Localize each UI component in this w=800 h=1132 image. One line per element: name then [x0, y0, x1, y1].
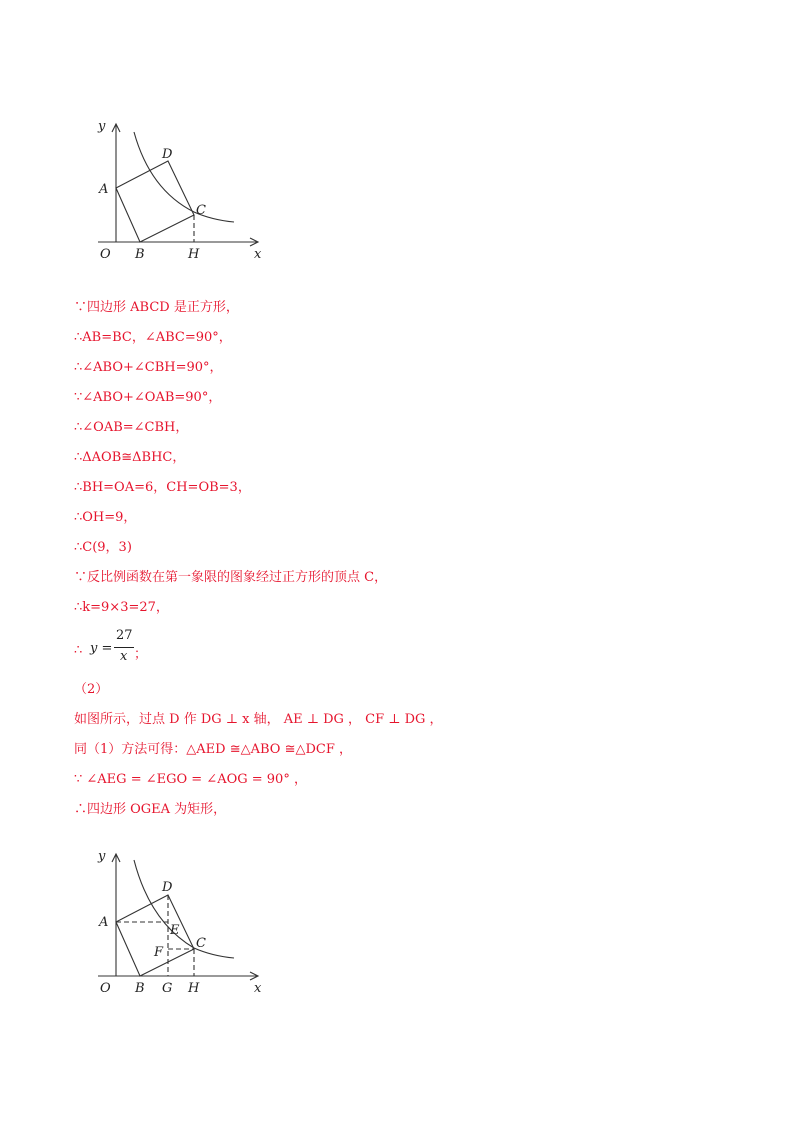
- label-b: B: [135, 981, 145, 996]
- hyperbola-curve: [134, 132, 234, 222]
- part2-line: 如图所示，过点 D 作 DG ⊥ x 轴， AE ⊥ DG ， CF ⊥ DG ，: [74, 712, 443, 727]
- part2-line: ∵ ∠AEG = ∠EGO = ∠AOG = 90° ，: [74, 772, 307, 787]
- solution-line: ∵四边形 ABCD 是正方形，: [74, 300, 239, 315]
- label-h: H: [188, 247, 200, 262]
- figure-1-svg: [90, 112, 290, 272]
- formula-lead: ∴: [74, 643, 83, 658]
- label-y: y: [98, 119, 106, 134]
- solution-line: ∴BH=OA=6，CH=OB=3，: [74, 480, 251, 495]
- figure-square-rectangle: [90, 842, 290, 1002]
- solution-line: ∴C(9，3): [74, 540, 132, 555]
- part2-line: （2）: [74, 682, 109, 697]
- solution-line: ∴OH=9，: [74, 510, 137, 525]
- square-abcd: [116, 895, 194, 976]
- label-x: x: [254, 247, 262, 262]
- label-f: F: [154, 945, 164, 960]
- label-c: C: [196, 203, 206, 218]
- solution-line: ∵∠ABO+∠OAB=90°，: [74, 390, 222, 405]
- label-y: y: [98, 849, 106, 864]
- formula-denominator: x: [120, 649, 128, 664]
- solution-line: ∴∠ABO+∠CBH=90°，: [74, 360, 223, 375]
- solution-line: ∴ΔAOB≅ΔBHC，: [74, 450, 186, 465]
- label-e: E: [170, 923, 180, 938]
- label-h: H: [188, 981, 200, 996]
- solution-line: ∴k=9×3=27，: [74, 600, 169, 615]
- solution-line: ∴∠OAB=∠CBH，: [74, 420, 189, 435]
- formula-numerator: 27: [116, 628, 133, 643]
- square-abcd: [116, 161, 194, 242]
- figure-2-svg: [90, 842, 290, 1002]
- solution-line: ∴AB=BC，∠ABC=90°，: [74, 330, 232, 345]
- label-a: A: [99, 915, 109, 930]
- formula-fraction-bar: [114, 647, 134, 648]
- formula-lhs: y =: [90, 641, 113, 656]
- solution-line: ∵反比例函数在第一象限的图象经过正方形的顶点 C，: [74, 570, 388, 585]
- part2-line: 同（1）方法可得：△AED ≅△ABO ≅△DCF ，: [74, 742, 352, 757]
- formula-tail: ；: [134, 647, 148, 662]
- label-d: D: [162, 147, 173, 162]
- label-o: O: [100, 981, 111, 996]
- label-g: G: [162, 981, 173, 996]
- label-a: A: [99, 182, 109, 197]
- label-x: x: [254, 981, 262, 996]
- label-b: B: [135, 247, 145, 262]
- label-d: D: [162, 880, 173, 895]
- part2-line: ∴四边形 OGEA 为矩形，: [74, 802, 227, 817]
- label-c: C: [196, 936, 206, 951]
- label-o: O: [100, 247, 111, 262]
- figure-square-hyperbola: [90, 112, 290, 272]
- hyperbola-curve: [134, 860, 234, 958]
